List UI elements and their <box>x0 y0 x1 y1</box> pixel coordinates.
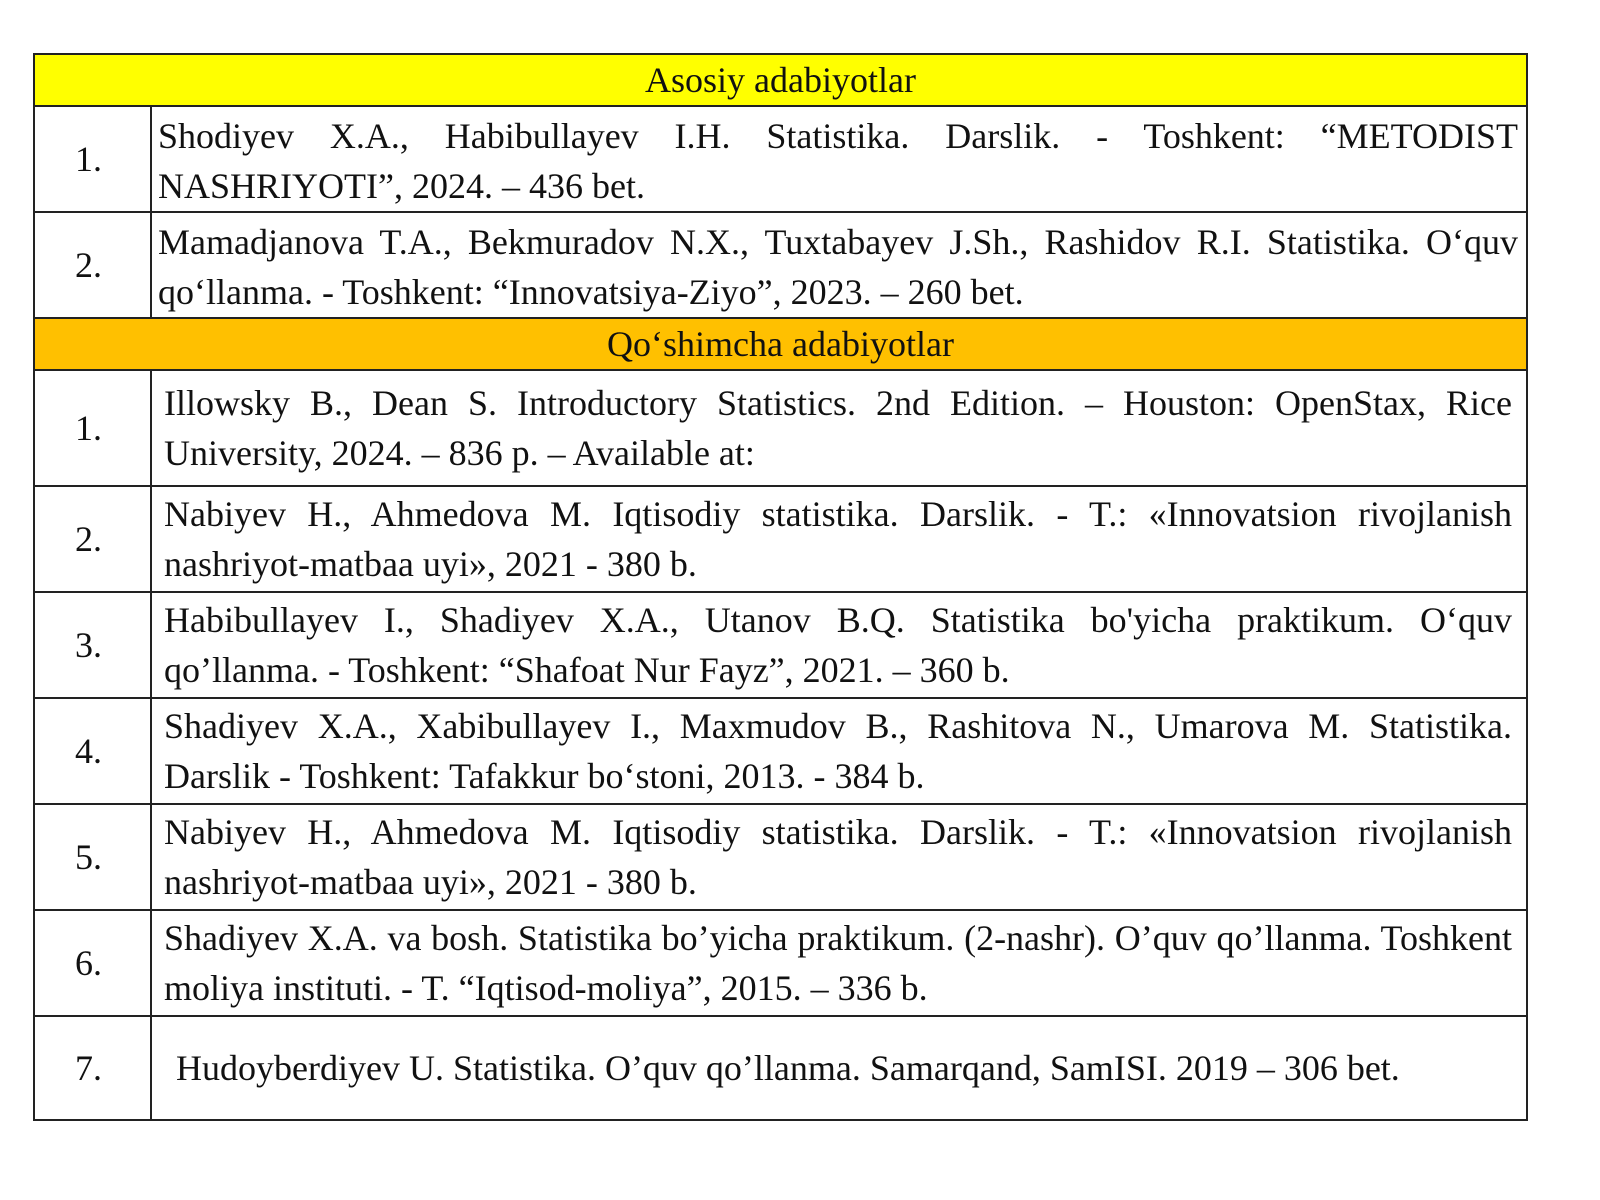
row-number: 2. <box>34 212 151 318</box>
table-row <box>34 106 1527 212</box>
row-number: 7. <box>34 1016 151 1120</box>
row-number: 1. <box>34 370 151 486</box>
reference-text: Shodiyev X.A., Habibullayev I.H. Statistika. Darslik. - Toshkent: “METODIST NASHRIYOTI”, 2024. – 436 bet. <box>151 106 1527 212</box>
row-number: 6. <box>34 910 151 1016</box>
row-number: 4. <box>34 698 151 804</box>
main-literature-header-row <box>34 54 1527 106</box>
table-row <box>34 910 1527 1016</box>
table-row <box>34 698 1527 804</box>
row-number: 3. <box>34 592 151 698</box>
table-row <box>34 486 1527 592</box>
reference-text: Hudoyberdiyev U. Statistika. O’quv qo’llanma. Samarqand, SamISI. 2019 – 306 bet. <box>151 1016 1527 1120</box>
reference-text: Mamadjanova T.A., Bekmuradov N.X., Tuxtabayev J.Sh., Rashidov R.I. Statistika. O‘quv qo‘llanma. - Toshkent: “Innovatsiya-Ziyo”, 2023. – 260 bet. <box>151 212 1527 318</box>
reference-text: Nabiyev H., Ahmedova M. Iqtisodiy statistika. Darslik. - T.: «Innovatsion rivojlanish nashriyot-matbaa uyi», 2021 - 380 b. <box>151 804 1527 910</box>
table-row <box>34 212 1527 318</box>
reference-text: Habibullayev I., Shadiyev X.A., Utanov B.Q. Statistika bo'yicha praktikum. O‘quv qo’llanma. - Toshkent: “Shafoat Nur Fayz”, 2021. – 360 b. <box>151 592 1527 698</box>
table-row <box>34 804 1527 910</box>
reference-text: Nabiyev H., Ahmedova M. Iqtisodiy statistika. Darslik. - T.: «Innovatsion rivojlanish nashriyot-matbaa uyi», 2021 - 380 b. <box>151 486 1527 592</box>
reference-text: Shadiyev X.A. va bosh. Statistika bo’yicha praktikum. (2-nashr). O’quv qo’llanma. Toshkent moliya instituti. - T. “Iqtisod-moliya”, 2015. – 336 b. <box>151 910 1527 1016</box>
row-number: 5. <box>34 804 151 910</box>
table-row <box>34 1016 1527 1120</box>
table-row <box>34 592 1527 698</box>
literature-table <box>33 53 1528 1121</box>
main-literature-title: Asosiy adabiyotlar <box>34 54 1527 106</box>
reference-text: Shadiyev X.A., Xabibullayev I., Maxmudov B., Rashitova N., Umarova M. Statistika. Darslik - Toshkent: Tafakkur bo‘stoni, 2013. - 384 b. <box>151 698 1527 804</box>
extra-literature-header-row <box>34 318 1527 370</box>
row-number: 2. <box>34 486 151 592</box>
table-row <box>34 370 1527 486</box>
extra-literature-title: Qo‘shimcha adabiyotlar <box>34 318 1527 370</box>
row-number: 1. <box>34 106 151 212</box>
reference-text: Illowsky B., Dean S. Introductory Statistics. 2nd Edition. – Houston: OpenStax, Rice University, 2024. – 836 p. – Available at: <box>151 370 1527 486</box>
